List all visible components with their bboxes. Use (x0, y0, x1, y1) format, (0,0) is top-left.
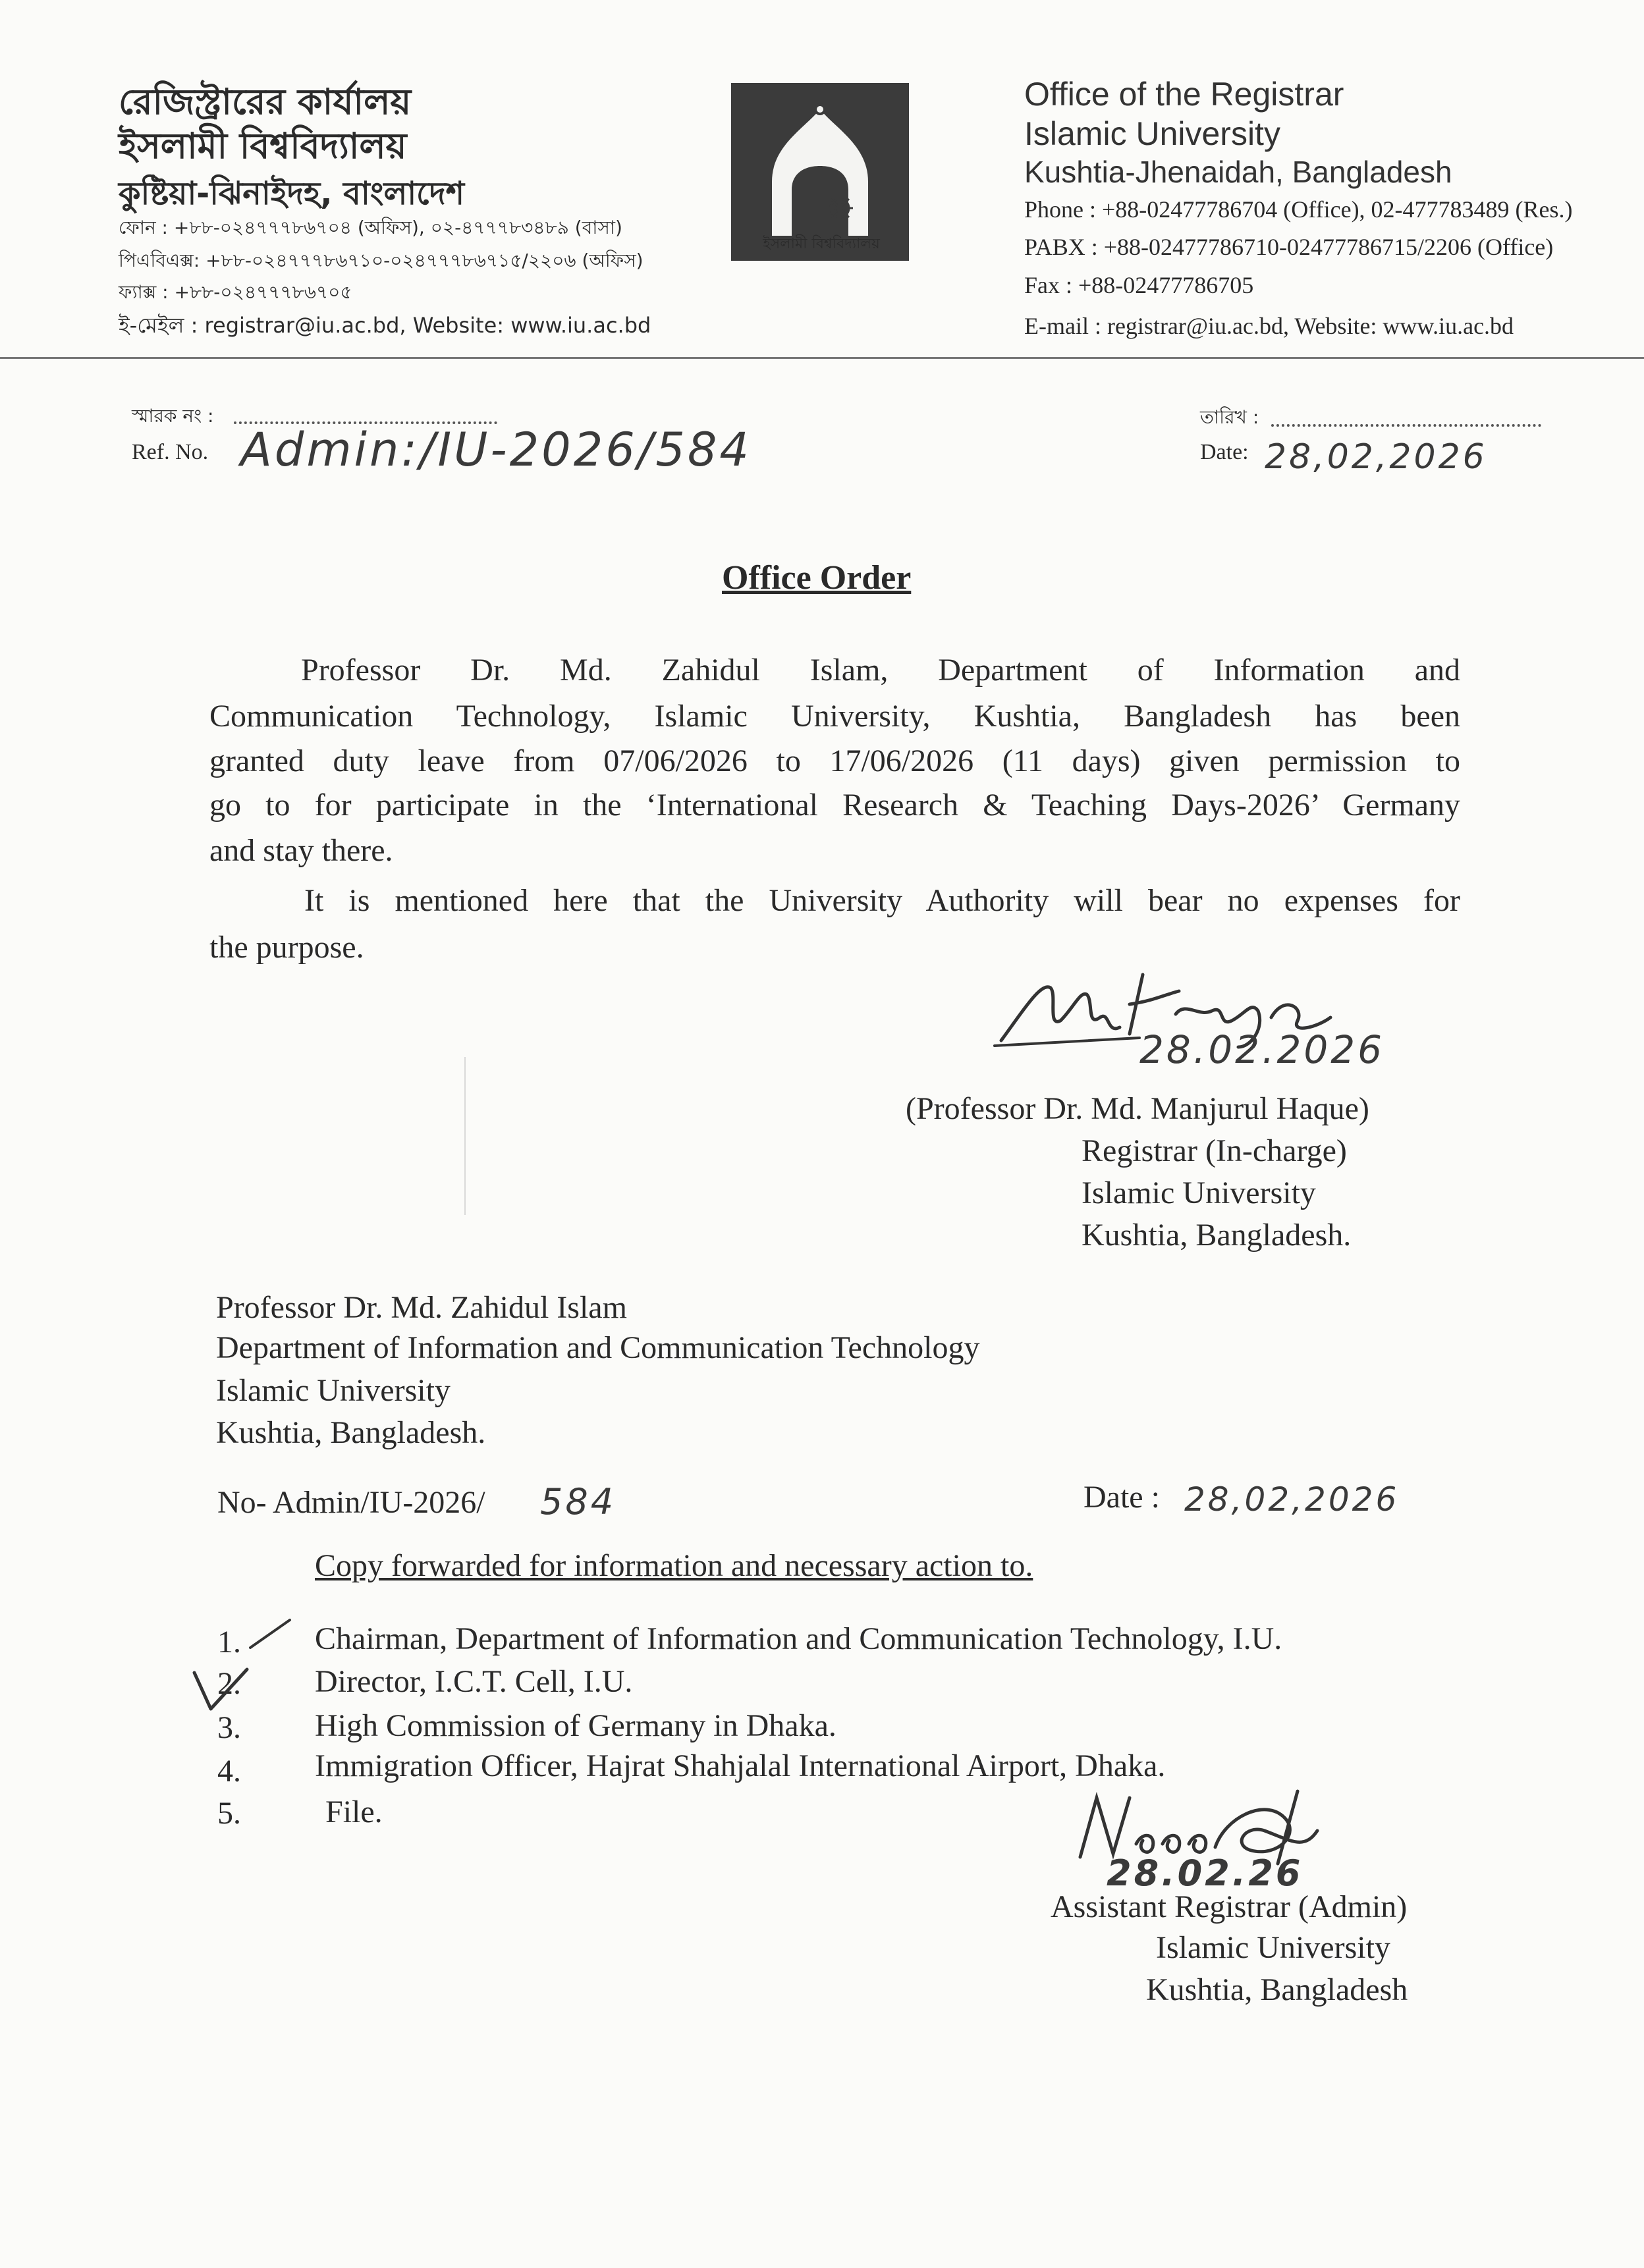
registrar-org: Islamic University (1082, 1175, 1316, 1210)
header-bn-pabx: পিএবিএক্স: +৮৮-০২৪৭৭৭৮৬৭১০-০২৪৭৭৭৮৬৭১৫/২২০৬ (অফিস) (119, 250, 644, 271)
header-divider (0, 357, 1644, 359)
registrar-designation: Registrar (In-charge) (1082, 1133, 1347, 1168)
assistant-registrar-designation: Assistant Registrar (Admin) (1051, 1889, 1408, 1924)
header-en-pabx: PABX : +88-02477786710-02477786715/2206 (Office) (1024, 234, 1554, 260)
date-dotted-line (1271, 419, 1541, 427)
copy-item-text: High Commission of Germany in Dhaka. (315, 1708, 836, 1743)
copy-item-number: 3. (217, 1710, 241, 1745)
header-bn-fax: ফ্যাক্স : +৮৮-০২৪৭৭৭৮৬৭০৫ (119, 281, 352, 303)
assistant-registrar-org: Islamic University (1156, 1930, 1390, 1965)
body-p2-line-2: the purpose. (209, 930, 364, 965)
header-en-office: Office of the Registrar (1024, 76, 1344, 113)
copy-item-text: Director, I.C.T. Cell, I.U. (315, 1664, 633, 1699)
recipient-dept: Department of Information and Communication Technology (216, 1330, 980, 1365)
header-bn-office: রেজিস্ট্রারের কার্যালয় (119, 81, 412, 122)
logo-caption: ইসলামী বিশ্ববিদ্যালয় (763, 236, 880, 252)
memo-date-label: Date : (1083, 1480, 1160, 1515)
assistant-registrar-signature-date: 28.02.26 (1107, 1852, 1303, 1894)
recipient-place: Kushtia, Bangladesh. (216, 1415, 486, 1450)
scan-artifact-line (464, 1057, 466, 1215)
assistant-registrar-place: Kushtia, Bangladesh (1146, 1972, 1408, 2007)
header-bn-phone: ফোন : +৮৮-০২৪৭৭৭৮৬৭০৪ (অফিস), ০২-৪৭৭৭৮৩৪৮৯ (বাসা) (119, 217, 622, 238)
copy-item-text: Immigration Officer, Hajrat Shahjalal International Airport, Dhaka. (315, 1748, 1166, 1783)
copy-item-text: File. (325, 1795, 383, 1829)
copy-forwarded-heading: Copy forwarded for information and necessary action to. (315, 1548, 1033, 1583)
ref-label: Ref. No. (132, 440, 209, 464)
header-en-email: E-mail : registrar@iu.ac.bd, Website: www.iu.ac.bd (1024, 313, 1514, 339)
registrar-place: Kushtia, Bangladesh. (1082, 1218, 1352, 1253)
header-en-phone: Phone : +88-02477786704 (Office), 02-477783489 (Res.) (1024, 196, 1573, 223)
recipient-name: Professor Dr. Md. Zahidul Islam (216, 1290, 627, 1325)
body-p2-line-1: It is mentioned here that the University Authority will bear no expenses for (304, 883, 1460, 918)
memo-number-handwritten: 584 (540, 1481, 616, 1523)
document-title: Office Order (722, 559, 912, 597)
copy-item-number: 4. (217, 1754, 241, 1789)
copy-item-number: 1. (217, 1625, 241, 1660)
copy-item-text: Chairman, Department of Information and Communication Technology, I.U. (315, 1621, 1282, 1656)
date-label-bn: তারিখ : (1200, 406, 1259, 428)
memo-date-handwritten: 28,02,2026 (1184, 1480, 1400, 1519)
body-p1-line-5: and stay there. (209, 833, 393, 868)
ref-label-bn: স্মারক নং : (132, 405, 214, 427)
body-p1-line-1: Professor Dr. Md. Zahidul Islam, Department of Information and (301, 653, 1460, 688)
registrar-signature-date: 28.02.2026 (1139, 1027, 1385, 1072)
university-logo (731, 83, 909, 261)
date-label: Date: (1200, 440, 1249, 464)
header-en-fax: Fax : +88-02477786705 (1024, 272, 1254, 298)
date-handwritten: 28,02,2026 (1265, 437, 1487, 477)
ref-number-handwritten: Admin:/IU-2026/584 (240, 423, 752, 477)
body-p1-line-2: Communication Technology, Islamic University, Kushtia, Bangladesh has been (209, 699, 1460, 734)
header-en-university: Islamic University (1024, 115, 1280, 152)
recipient-org: Islamic University (216, 1373, 451, 1408)
header-en-location: Kushtia-Jhenaidah, Bangladesh (1024, 155, 1452, 189)
body-p1-line-4: go to for participate in the ‘International Research & Teaching Days-2026’ Germany (209, 788, 1460, 823)
copy-item-number: 2. (217, 1666, 241, 1701)
copy-item-number: 5. (217, 1796, 241, 1831)
handwritten-tick-marks (184, 1613, 303, 1719)
header-bn-university: ইসলামী বিশ্ববিদ্যালয় (119, 125, 407, 167)
header-bn-email: ই-মেইল : registrar@iu.ac.bd, Website: www.iu.ac.bd (119, 313, 651, 338)
memo-number-label: No- Admin/IU-2026/ (217, 1485, 485, 1520)
body-p1-line-3: granted duty leave from 07/06/2026 to 17/06/2026 (11 days) given permission to (209, 743, 1460, 778)
registrar-name: (Professor Dr. Md. Manjurul Haque) (906, 1091, 1369, 1126)
header-bn-location: কুষ্টিয়া-ঝিনাইদহ, বাংলাদেশ (119, 175, 465, 212)
